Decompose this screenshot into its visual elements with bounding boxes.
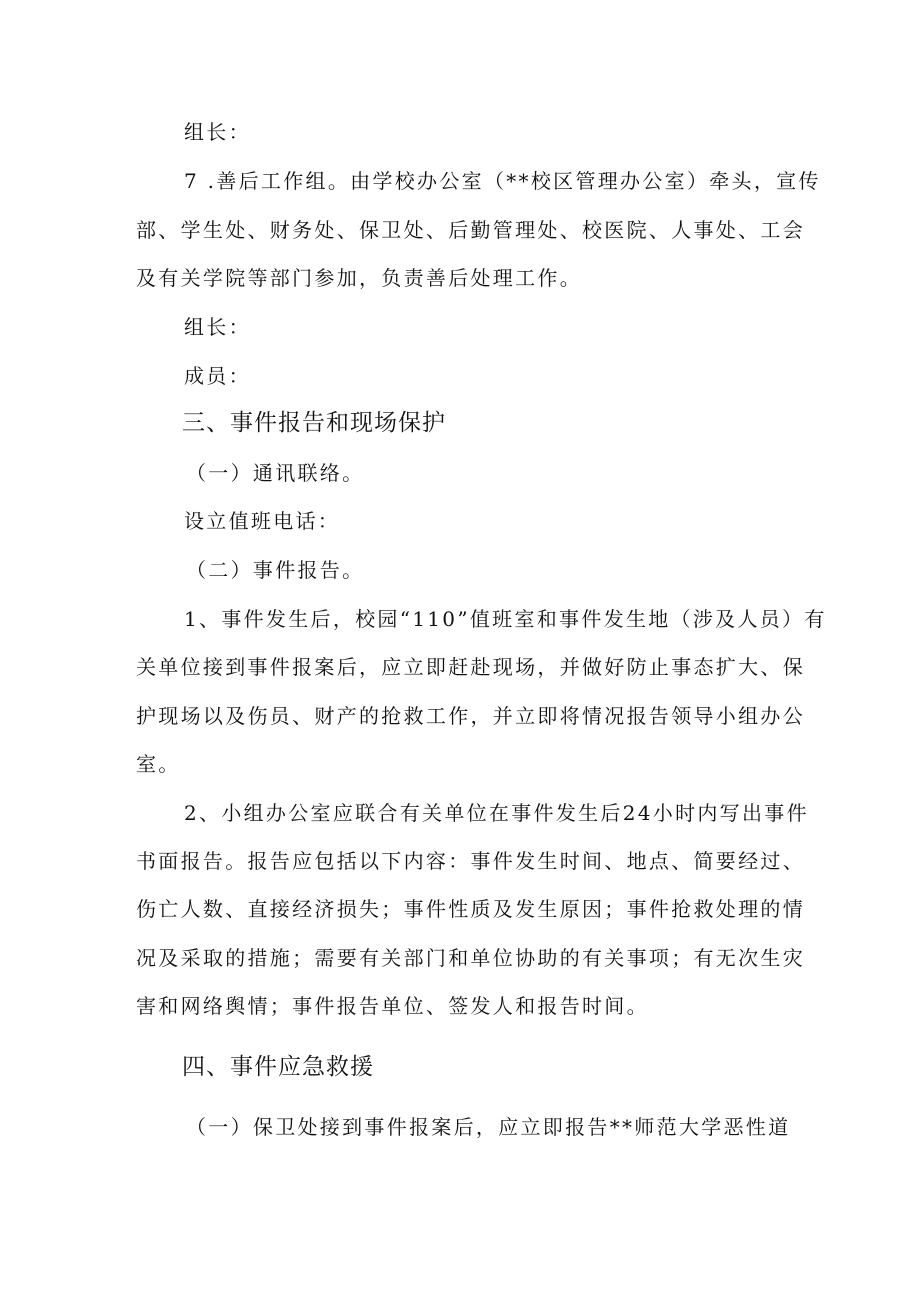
text-line: 伤亡人数、直接经济损失；事件性质及发生原因；事件抢救处理的情 bbox=[136, 897, 805, 921]
text-line: 室。 bbox=[136, 752, 181, 776]
text-line: 设立值班电话： bbox=[184, 509, 341, 533]
text-line: 组长： bbox=[184, 315, 251, 339]
text-line: 护现场以及伤员、财产的抢救工作，并立即将情况报告领导小组办公 bbox=[136, 704, 805, 728]
section-heading: 四、事件应急救援 bbox=[182, 1054, 374, 1080]
text-line: 况及采取的措施；需要有关部门和单位协助的有关事项；有无次生灾 bbox=[136, 946, 805, 970]
text-line: 害和网络舆情；事件报告单位、签发人和报告时间。 bbox=[136, 994, 649, 1018]
text-line: 1、事件发生后，校园“110”值班室和事件发生地（涉及人员）有 bbox=[184, 607, 827, 631]
section-heading: 三、事件报告和现场保护 bbox=[182, 410, 446, 436]
text-line: 组长： bbox=[184, 120, 251, 144]
text-line: 关单位接到事件报案后，应立即赶赴现场，并做好防止事态扩大、保 bbox=[136, 655, 805, 679]
subsection-heading: （一）通讯联络。 bbox=[186, 461, 365, 485]
text-line: 书面报告。报告应包括以下内容：事件发生时间、地点、简要经过、 bbox=[136, 849, 805, 873]
text-line: 及有关学院等部门参加，负责善后处理工作。 bbox=[136, 266, 582, 290]
text-line: 成员： bbox=[184, 364, 251, 388]
text-line: 部、学生处、财务处、保卫处、后勤管理处、校医院、人事处、工会 bbox=[136, 218, 805, 242]
text-line: 2、小组办公室应联合有关单位在事件发生后24小时内写出事件 bbox=[184, 801, 809, 825]
subsection-heading: （二）事件报告。 bbox=[186, 558, 365, 582]
text-line: （一）保卫处接到事件报案后，应立即报告**师范大学恶性道 bbox=[186, 1115, 791, 1139]
text-line: 7 .善后工作组。由学校办公室（**校区管理办公室）牵头，宣传 bbox=[184, 169, 821, 193]
